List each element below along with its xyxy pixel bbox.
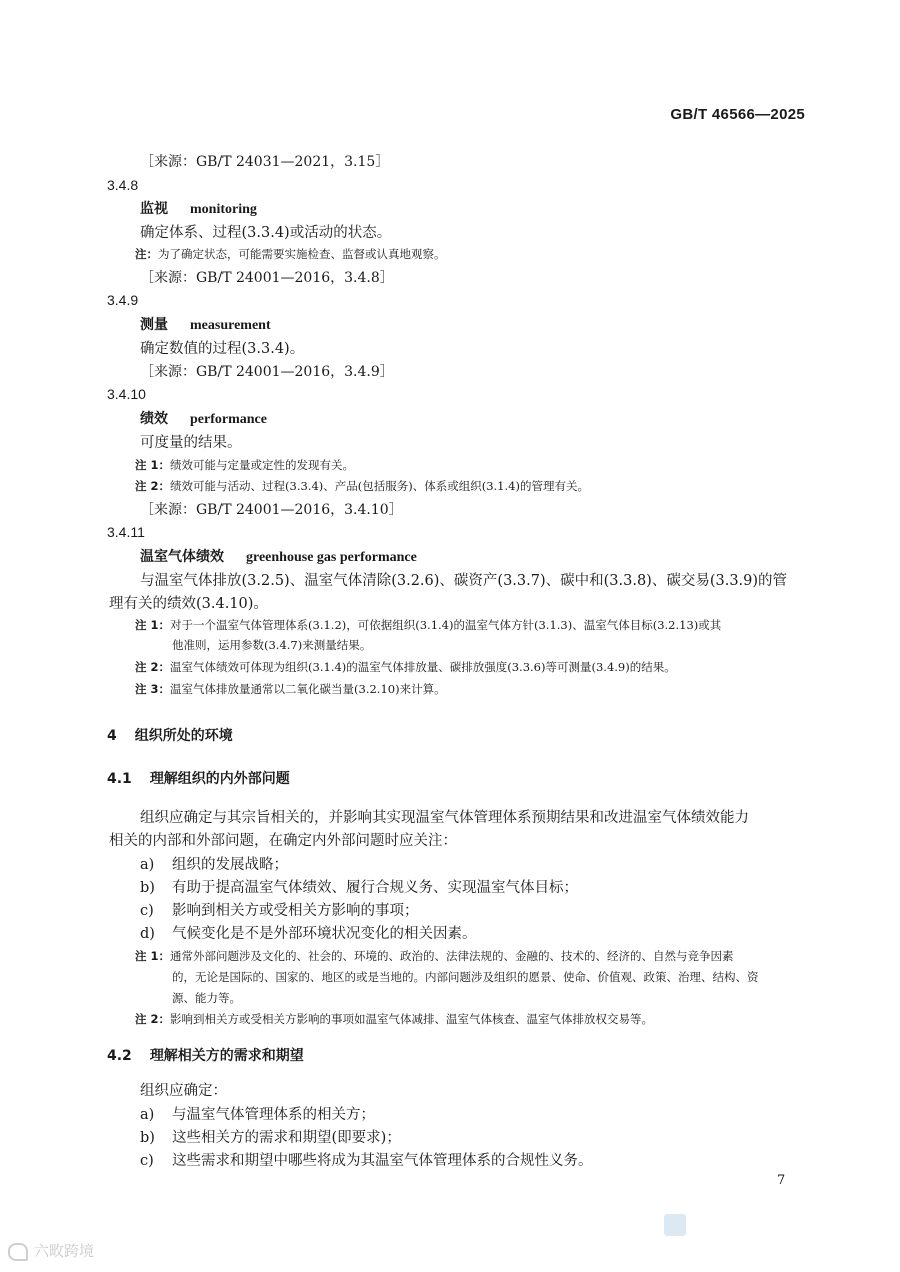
note-text: 影响到相关方或受相关方影响的事项如温室气体减排、温室气体核查、温室气体排放权交易等。	[170, 1012, 654, 1026]
note-label: 注 1：	[135, 949, 171, 963]
term-title	[140, 408, 267, 428]
list-text: 与温室气体管理体系的相关方；	[172, 1107, 375, 1123]
term-zh: 监视	[140, 201, 168, 217]
term-definition-line: 理有关的绩效(3.4.10)。	[109, 596, 268, 612]
section-title: 组织所处的环境	[134, 728, 233, 744]
term-en: measurement	[190, 318, 271, 333]
document-code: GB/T 46566—2025	[670, 106, 805, 123]
term-note	[135, 478, 589, 494]
term-source: ［来源：GB/T 24031—2021，3.15］	[140, 154, 390, 170]
term-source: ［来源：GB/T 24001—2016，3.4.8］	[140, 270, 394, 286]
watermark-text: 六畋跨境	[34, 1242, 95, 1260]
subsection-heading	[107, 768, 290, 788]
subsection-number: 4.2	[107, 1048, 132, 1064]
note-label: 注 1：	[135, 458, 171, 472]
list-marker: b)	[140, 880, 155, 896]
list-item	[140, 876, 578, 897]
list-text: 组织的发展战略；	[172, 857, 288, 873]
subsection-heading	[107, 1045, 304, 1065]
term-number: 3.4.10	[107, 386, 146, 402]
list-item	[140, 922, 477, 943]
term-note	[135, 659, 676, 675]
note-label: 注 1：	[135, 618, 171, 632]
note-text: 对于一个温室气体管理体系(3.1.2)，可依据组织(3.1.4)的温室气体方针(3.1.3)、温室气体目标(3.2.13)或其	[170, 618, 722, 632]
note-label: 注 3：	[135, 682, 171, 696]
term-source: ［来源：GB/T 24001—2016，3.4.9］	[140, 364, 394, 380]
list-marker: d)	[140, 926, 155, 942]
list-text: 这些相关方的需求和期望(即要求)；	[172, 1130, 401, 1146]
term-title	[140, 198, 257, 218]
note-label: 注 2：	[135, 479, 171, 493]
section-number: 4	[107, 728, 117, 744]
paragraph-line: 相关的内部和外部问题，在确定内外部问题时应关注：	[109, 833, 457, 849]
watermark	[8, 1240, 94, 1261]
note-continuation: 的，无论是国际的、国家的、地区的或是当地的。内部问题涉及组织的愿景、使命、价值观、政策、治理、结构、资	[172, 970, 759, 984]
term-definition: 确定数值的过程(3.3.4)。	[140, 341, 305, 357]
term-note	[135, 681, 446, 697]
term-en: performance	[190, 412, 267, 427]
paragraph-line: 组织应确定与其宗旨相关的，并影响其实现温室气体管理体系预期结果和改进温室气体绩效能力	[140, 810, 749, 826]
section-note	[135, 1011, 653, 1027]
term-number: 3.4.11	[107, 524, 145, 540]
note-continuation: 源、能力等。	[172, 991, 241, 1005]
term-zh: 测量	[140, 317, 168, 333]
term-definition-line: 与温室气体排放(3.2.5)、温室气体清除(3.2.6)、碳资产(3.3.7)、碳中和(3.3.8)、碳交易(3.3.9)的管	[140, 573, 788, 589]
list-item	[140, 1103, 375, 1124]
watermark-logo-icon	[8, 1243, 28, 1261]
list-marker: a)	[140, 1107, 155, 1123]
subsection-number: 4.1	[107, 771, 132, 787]
list-text: 气候变化是不是外部环境状况变化的相关因素。	[172, 926, 477, 942]
list-item	[140, 1149, 593, 1170]
paragraph-line: 组织应确定：	[140, 1083, 227, 1099]
term-definition: 确定体系、过程(3.3.4)或活动的状态。	[140, 225, 392, 241]
list-item	[140, 899, 419, 920]
term-zh: 绩效	[140, 411, 168, 427]
list-marker: c)	[140, 903, 154, 919]
note-text: 绩效可能与活动、过程(3.3.4)、产品(包括服务)、体系或组织(3.1.4)的管理有关。	[170, 479, 589, 493]
note-label: 注 2：	[135, 1012, 171, 1026]
section-heading	[107, 725, 233, 745]
page-number: 7	[777, 1173, 786, 1188]
list-item	[140, 1126, 401, 1147]
term-note	[135, 617, 721, 633]
list-text: 有助于提高温室气体绩效、履行合规义务、实现温室气体目标；	[172, 880, 578, 896]
term-zh: 温室气体绩效	[140, 549, 224, 565]
note-text: 温室气体排放量通常以二氧化碳当量(3.2.10)来计算。	[170, 682, 446, 696]
term-title	[140, 546, 417, 566]
subsection-title: 理解组织的内外部问题	[149, 771, 290, 787]
term-definition: 可度量的结果。	[140, 435, 242, 451]
term-note	[135, 246, 446, 262]
note-text: 通常外部问题涉及文化的、社会的、环境的、政治的、法律法规的、金融的、技术的、经济的、自然与竞争因素	[170, 949, 734, 963]
note-label: 注 2：	[135, 660, 171, 674]
note-text: 绩效可能与定量或定性的发现有关。	[170, 458, 355, 472]
list-text: 这些需求和期望中哪些将成为其温室气体管理体系的合规性义务。	[172, 1153, 593, 1169]
note-text: 为了确定状态，可能需要实施检查、监督或认真地观察。	[158, 247, 446, 261]
term-number: 3.4.9	[107, 292, 139, 308]
subsection-title: 理解相关方的需求和期望	[149, 1048, 304, 1064]
list-marker: a)	[140, 857, 155, 873]
list-item	[140, 853, 288, 874]
list-marker: b)	[140, 1130, 155, 1146]
note-label: 注：	[135, 247, 158, 261]
term-title	[140, 314, 271, 334]
term-note	[135, 457, 354, 473]
note-text: 温室气体绩效可体现为组织(3.1.4)的温室气体排放量、碳排放强度(3.3.6)等可测量(3.4.9)的结果。	[170, 660, 676, 674]
list-marker: c)	[140, 1153, 154, 1169]
list-text: 影响到相关方或受相关方影响的事项；	[172, 903, 419, 919]
term-en: monitoring	[190, 202, 257, 217]
term-number: 3.4.8	[107, 177, 139, 193]
term-en: greenhouse gas performance	[246, 550, 417, 565]
stamp-icon	[664, 1214, 686, 1236]
note-continuation: 他准则，运用参数(3.4.7)来测量结果。	[172, 638, 372, 652]
term-source: ［来源：GB/T 24001—2016，3.4.10］	[140, 502, 403, 518]
section-note	[135, 948, 734, 964]
